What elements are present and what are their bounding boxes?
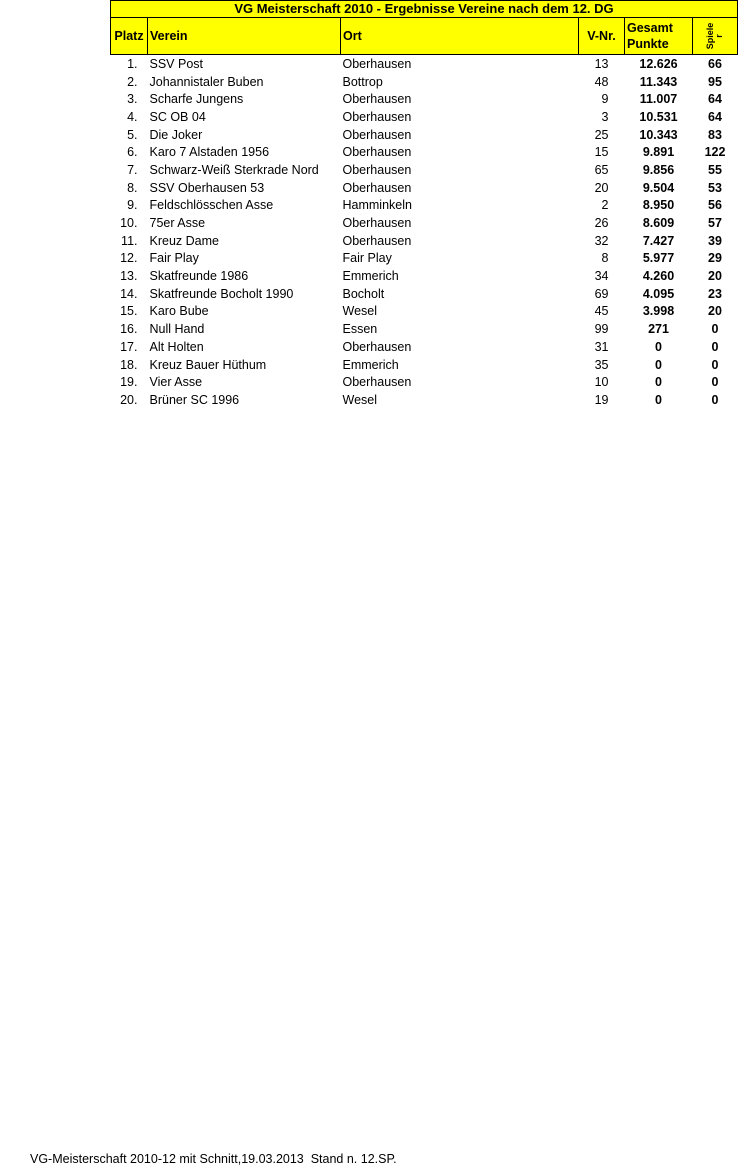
cell-vnr: 8: [601, 251, 609, 266]
cell-punkte: 10.531: [639, 109, 678, 124]
table-row: [111, 73, 738, 91]
cell-punkte: 0: [655, 375, 662, 390]
cell-ort: Bottrop: [342, 74, 383, 89]
cell-spieler: 66: [708, 56, 722, 71]
cell-punkte: 3.998: [642, 304, 675, 319]
cell-platz: 3.: [127, 92, 138, 107]
header-spieler-line1: Spiele: [705, 22, 715, 50]
table-row: [111, 161, 738, 179]
table-row: [111, 126, 738, 144]
cell-vnr: 19: [594, 392, 609, 407]
cell-verein: SSV Post: [149, 56, 203, 71]
cell-verein: Johannistaler Buben: [149, 74, 264, 89]
cell-ort: Oberhausen: [342, 145, 412, 160]
cell-platz: 4.: [127, 109, 138, 124]
cell-spieler: 20: [708, 269, 722, 284]
cell-punkte: 0: [655, 357, 662, 372]
cell-vnr: 25: [594, 127, 609, 142]
cell-spieler: 0: [711, 322, 719, 337]
cell-ort: Oberhausen: [342, 233, 412, 248]
cell-ort: Oberhausen: [342, 92, 412, 107]
cell-spieler: 122: [704, 145, 726, 160]
cell-punkte: 4.260: [642, 269, 675, 284]
cell-vnr: 32: [594, 233, 609, 248]
cell-ort: Wesel: [342, 304, 378, 319]
header-vnr: V-Nr.: [579, 18, 625, 55]
cell-vnr: 15: [594, 145, 609, 160]
cell-punkte: 10.343: [639, 127, 678, 142]
table-row: [111, 179, 738, 197]
table-title: VG Meisterschaft 2010 - Ergebnisse Vereine nach dem 12. DG: [111, 1, 738, 18]
cell-verein: Die Joker: [149, 127, 203, 142]
cell-platz: 7.: [127, 162, 138, 177]
cell-vnr: 3: [601, 109, 609, 124]
table-row: [111, 303, 738, 321]
cell-spieler: 56: [708, 198, 722, 213]
cell-platz: 17.: [120, 339, 138, 354]
cell-platz: 2.: [127, 74, 138, 89]
cell-verein: Kreuz Dame: [149, 233, 219, 248]
cell-verein: Karo 7 Alstaden 1956: [149, 145, 270, 160]
cell-platz: 12.: [120, 251, 138, 266]
table-row: [111, 285, 738, 303]
cell-vnr: 9: [601, 92, 609, 107]
cell-vnr: 69: [594, 286, 609, 301]
header-verein: Verein: [148, 18, 341, 55]
cell-spieler: 55: [708, 162, 722, 177]
cell-vnr: 45: [594, 304, 609, 319]
cell-spieler: 64: [708, 92, 722, 107]
cell-punkte: 0: [655, 392, 662, 407]
cell-spieler: 0: [711, 375, 719, 390]
table-row: [111, 320, 738, 338]
cell-spieler: 57: [708, 216, 722, 231]
cell-punkte: 11.343: [639, 74, 678, 89]
cell-vnr: 2: [601, 198, 609, 213]
header-spieler-rotated: [706, 23, 724, 50]
cell-spieler: 83: [708, 127, 722, 142]
cell-spieler: 39: [708, 233, 722, 248]
cell-verein: Schwarz-Weiß Sterkrade Nord: [149, 162, 319, 177]
cell-ort: Oberhausen: [342, 339, 412, 354]
cell-ort: Oberhausen: [342, 56, 412, 71]
cell-platz: 6.: [127, 145, 138, 160]
cell-verein: Null Hand: [149, 322, 205, 337]
table-row: [111, 250, 738, 268]
cell-punkte: 12.626: [639, 56, 678, 71]
cell-vnr: 34: [594, 269, 609, 284]
cell-verein: Skatfreunde 1986: [149, 269, 249, 284]
cell-ort: Oberhausen: [342, 109, 412, 124]
cell-punkte: 8.950: [642, 198, 675, 213]
table-row: [111, 214, 738, 232]
cell-platz: 15.: [120, 304, 138, 319]
header-row: [111, 18, 738, 55]
cell-ort: Oberhausen: [342, 375, 412, 390]
cell-punkte: 8.609: [642, 216, 675, 231]
cell-vnr: 20: [594, 180, 609, 195]
cell-platz: 14.: [120, 286, 138, 301]
cell-verein: Brüner SC 1996: [149, 392, 240, 407]
cell-verein: Scharfe Jungens: [149, 92, 244, 107]
cell-spieler: 23: [708, 286, 722, 301]
cell-ort: Essen: [342, 322, 378, 337]
header-spieler: [693, 18, 738, 55]
header-spieler-line2: r: [714, 34, 724, 38]
cell-spieler: 20: [708, 304, 722, 319]
table-row: [111, 90, 738, 108]
header-gesamt-punkte: [625, 18, 693, 55]
table-row: [111, 338, 738, 356]
cell-verein: SSV Oberhausen 53: [149, 180, 265, 195]
cell-platz: 13.: [120, 269, 138, 284]
cell-platz: 10.: [120, 216, 138, 231]
header-ort: Ort: [341, 18, 579, 55]
cell-ort: Bocholt: [342, 286, 385, 301]
cell-punkte: 271: [648, 322, 669, 337]
cell-ort: Wesel: [342, 392, 378, 407]
cell-vnr: 10: [594, 375, 609, 390]
cell-vnr: 65: [594, 162, 609, 177]
table-row: [111, 267, 738, 285]
header-platz: Platz: [111, 18, 148, 55]
cell-verein: Fair Play: [149, 251, 199, 266]
cell-verein: SC OB 04: [149, 109, 206, 124]
cell-verein: Kreuz Bauer Hüthum: [149, 357, 267, 372]
cell-ort: Emmerich: [342, 269, 399, 284]
cell-punkte: 5.977: [642, 251, 675, 266]
cell-spieler: 0: [711, 339, 719, 354]
results-sheet: [110, 0, 737, 409]
cell-vnr: 13: [594, 56, 609, 71]
cell-verein: 75er Asse: [149, 216, 206, 231]
cell-ort: Oberhausen: [342, 180, 412, 195]
cell-platz: 16.: [120, 322, 138, 337]
cell-punkte: 9.504: [642, 180, 675, 195]
cell-spieler: 29: [708, 251, 722, 266]
cell-ort: Hamminkeln: [342, 198, 412, 213]
cell-platz: 20.: [120, 392, 138, 407]
page-footer: VG-Meisterschaft 2010-12 mit Schnitt,19.03.2013 Stand n. 12.SP.: [30, 1152, 397, 1166]
results-body: [111, 55, 738, 409]
cell-verein: Skatfreunde Bocholt 1990: [149, 286, 294, 301]
cell-verein: Karo Bube: [149, 304, 209, 319]
cell-punkte: 0: [655, 339, 662, 354]
table-row: [111, 373, 738, 391]
cell-punkte: 11.007: [639, 92, 678, 107]
cell-ort: Oberhausen: [342, 216, 412, 231]
cell-verein: Vier Asse: [149, 375, 203, 390]
cell-spieler: 53: [708, 180, 722, 195]
table-row: [111, 55, 738, 73]
table-row: [111, 197, 738, 215]
cell-verein: Feldschlösschen Asse: [149, 198, 274, 213]
cell-punkte: 4.095: [642, 286, 675, 301]
cell-vnr: 31: [594, 339, 609, 354]
cell-spieler: 95: [708, 74, 722, 89]
cell-vnr: 26: [594, 216, 609, 231]
cell-punkte: 9.856: [642, 162, 675, 177]
table-row: [111, 143, 738, 161]
cell-platz: 8.: [127, 180, 138, 195]
cell-verein: Alt Holten: [149, 339, 204, 354]
cell-platz: 1.: [127, 56, 138, 71]
cell-platz: 5.: [127, 127, 138, 142]
table-row: [111, 108, 738, 126]
cell-platz: 9.: [127, 198, 138, 213]
results-table: [110, 0, 738, 409]
cell-spieler: 0: [711, 392, 719, 407]
cell-platz: 19.: [120, 375, 138, 390]
cell-ort: Emmerich: [342, 357, 399, 372]
table-row: [111, 232, 738, 250]
cell-ort: Oberhausen: [342, 127, 412, 142]
cell-vnr: 48: [594, 74, 609, 89]
cell-spieler: 0: [711, 357, 719, 372]
cell-ort: Fair Play: [342, 251, 392, 266]
header-gesamt-line2: Punkte: [627, 37, 669, 51]
cell-punkte: 7.427: [642, 233, 675, 248]
cell-platz: 18.: [120, 357, 138, 372]
table-row: [111, 391, 738, 409]
cell-punkte: 9.891: [642, 145, 675, 160]
header-gesamt-line1: Gesamt: [627, 21, 673, 35]
cell-platz: 11.: [121, 233, 138, 248]
cell-ort: Oberhausen: [342, 162, 412, 177]
cell-vnr: 35: [594, 357, 609, 372]
table-row: [111, 356, 738, 374]
cell-spieler: 64: [708, 109, 722, 124]
cell-vnr: 99: [594, 322, 609, 337]
